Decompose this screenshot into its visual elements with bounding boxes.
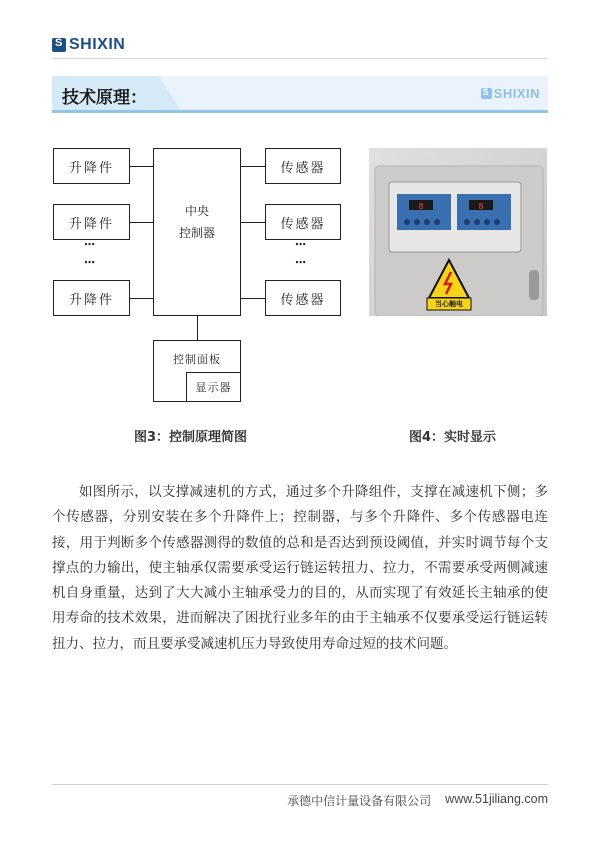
warning-label: 当心触电: [435, 300, 463, 308]
connector: [241, 298, 265, 299]
ellipsis: ⋯: [84, 256, 96, 269]
sensor-box: 传感器: [265, 204, 341, 240]
body-paragraph: 如图所示，以支撑减速机的方式，通过多个升降组件，支撑在减速机下侧；多个传感器，分别安装在多个升降件上；控制器，与多个升降件、多个传感器电连接，用于判断多个传感器测得的数值的总和是否达到预设阈值，并实时调节每个支撑点的力输出，使主轴承仅需要承受运行链运转扭力、拉力，不需要承受两侧减速机自身重量，达到了大大减小主轴承受力的目的，从而实现了有效延长主轴承的使用寿命的技术效果，进而解决了困扰行业多年的由于主轴承不仅要承受运行链运转扭力、拉力，而且要承受减速机压力导致使用寿命过短的技术问题。: [52, 484, 548, 652]
figure-caption: 图3：控制原理简图: [134, 430, 248, 445]
brand-logo: [52, 36, 125, 54]
connector: [130, 298, 153, 299]
svg-text:8: 8: [478, 202, 484, 211]
logo-icon: [481, 88, 492, 99]
lift-box: 升降件: [53, 280, 130, 316]
footer-divider: [52, 784, 548, 785]
ellipsis: ⋯: [84, 238, 96, 251]
lift-box: 升降件: [53, 148, 130, 184]
connector: [241, 222, 265, 223]
header-divider: [52, 58, 548, 59]
footer-company: 承德中信计量设备有限公司: [287, 794, 432, 808]
lift-box: 升降件: [53, 204, 130, 240]
svg-text:8: 8: [418, 202, 424, 211]
figure-caption: 图4：实时显示: [409, 430, 497, 445]
footer-url[interactable]: www.51jiliang.com: [445, 792, 548, 806]
logo-icon: [52, 38, 66, 52]
central-controller-label: [153, 200, 241, 244]
display-box: 显示器: [186, 372, 241, 402]
control-panel-box: 控制面板: [153, 340, 241, 402]
panel-photo-illustration: [369, 148, 547, 316]
connector: [130, 166, 153, 167]
section-title: 技术原理：: [62, 88, 147, 108]
section-brand: SHIXIN: [493, 86, 540, 101]
footer: [287, 792, 548, 809]
connector: [130, 222, 153, 223]
brand-name: SHIXIN: [69, 36, 126, 53]
central-label-line: 控制器: [178, 226, 215, 240]
ellipsis: ⋯: [295, 238, 307, 251]
section-underline: [52, 110, 548, 113]
sensor-box: 传感器: [265, 148, 341, 184]
connector: [197, 316, 198, 340]
sensor-box: 传感器: [265, 280, 341, 316]
section-brand-watermark: [481, 86, 540, 101]
ellipsis: ⋯: [295, 256, 307, 269]
connector: [241, 166, 265, 167]
realtime-display-photo: [369, 148, 547, 316]
central-label-line: 中央: [184, 204, 209, 218]
